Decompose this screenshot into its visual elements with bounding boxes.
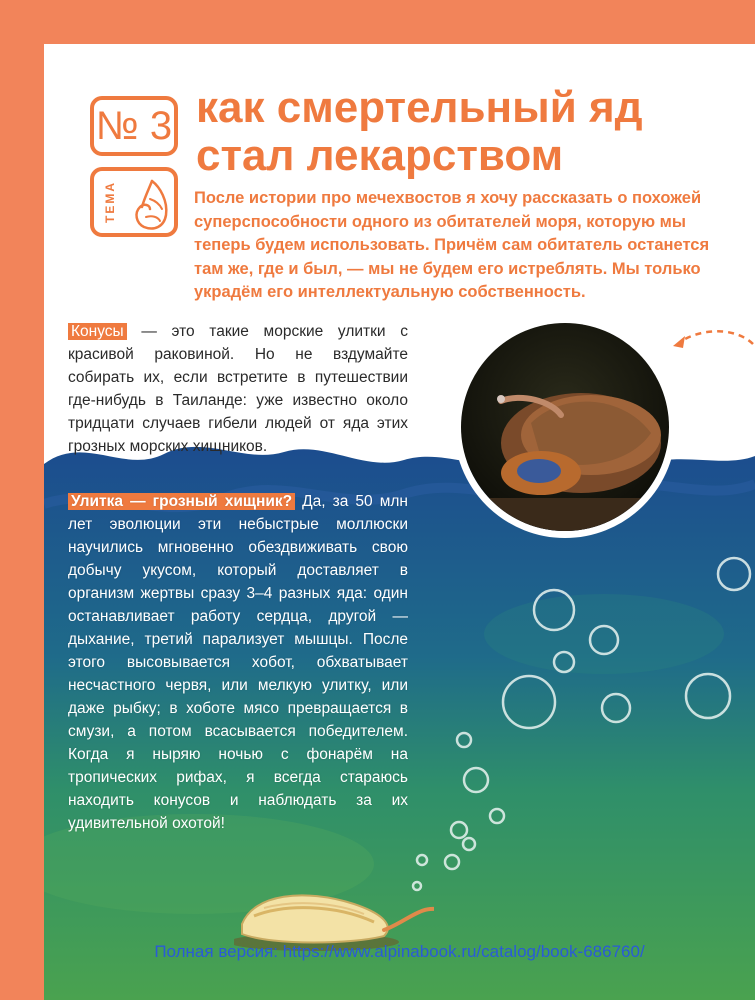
topic-label: ТЕМА (103, 181, 117, 223)
bubble-icon (602, 694, 630, 722)
bubble-icon (534, 590, 574, 630)
bubble-icon (718, 558, 750, 590)
bubble-icon (457, 733, 471, 747)
lead-paragraph: После истории про мечехвостов я хочу рассказать о похожей суперспособности одного из обитателей моря, которую мы теперь будем использовать. Причём сам обитатель останется там же, где и был, — мы не будем его истреблять. Мы только украдём его интеллектуальную собственность. (194, 189, 710, 301)
bubble-icon (445, 855, 459, 869)
bubble-icon (451, 822, 467, 838)
body-text: Да, за 50 млн лет эволюции эти небыстрые моллюски научились мгновенно обездвиживать свою добычу укусом, который доставляет в организм жертвы сразу 3–4 разных яда: один останавливает работу сердца, другой — дыхание, третий парализует мышцы. После этого высовывается хобот, обхватывает несчастного червя, или мелкую улитку, или даже рыбку; в хоботе мясо превращается в смузи, а потом всасывается победителем. Когда я ныряю ночью с фонарём на тропических рифах, я всегда стараюсь находить конусов и наблюдать за их удивительной охотой! (68, 493, 408, 832)
bubble-icon (686, 674, 730, 718)
page (44, 44, 755, 1000)
body-highlight: Улитка — грозный хищник? (68, 493, 295, 510)
title-line-2: стал лекарством (196, 131, 564, 180)
bubble-icon (503, 676, 555, 728)
bubble-icon (490, 809, 504, 823)
bubble-icon (590, 626, 618, 654)
cone-snail-icon (234, 864, 434, 954)
intro-highlight: Конусы (68, 323, 127, 340)
topic-number: № 3 (95, 103, 173, 148)
full-version-link[interactable]: Полная версия: https://www.alpinabook.ru/catalog/book-686760/ (154, 942, 645, 961)
intro-text: — это такие морские улитки с красивой раковиной. Но не вздумайте собирать их, если встретите в путешествии где-нибудь в Таиланде: уже известно около тридцати случаев гибели людей от яда этих грозных морских хищников. (68, 323, 408, 455)
bubble-icon (464, 768, 488, 792)
body-paragraph (68, 490, 408, 835)
bubble-icon (554, 652, 574, 672)
title-line-1: как смертельный яд (196, 83, 643, 132)
bubble-icon (463, 838, 475, 850)
